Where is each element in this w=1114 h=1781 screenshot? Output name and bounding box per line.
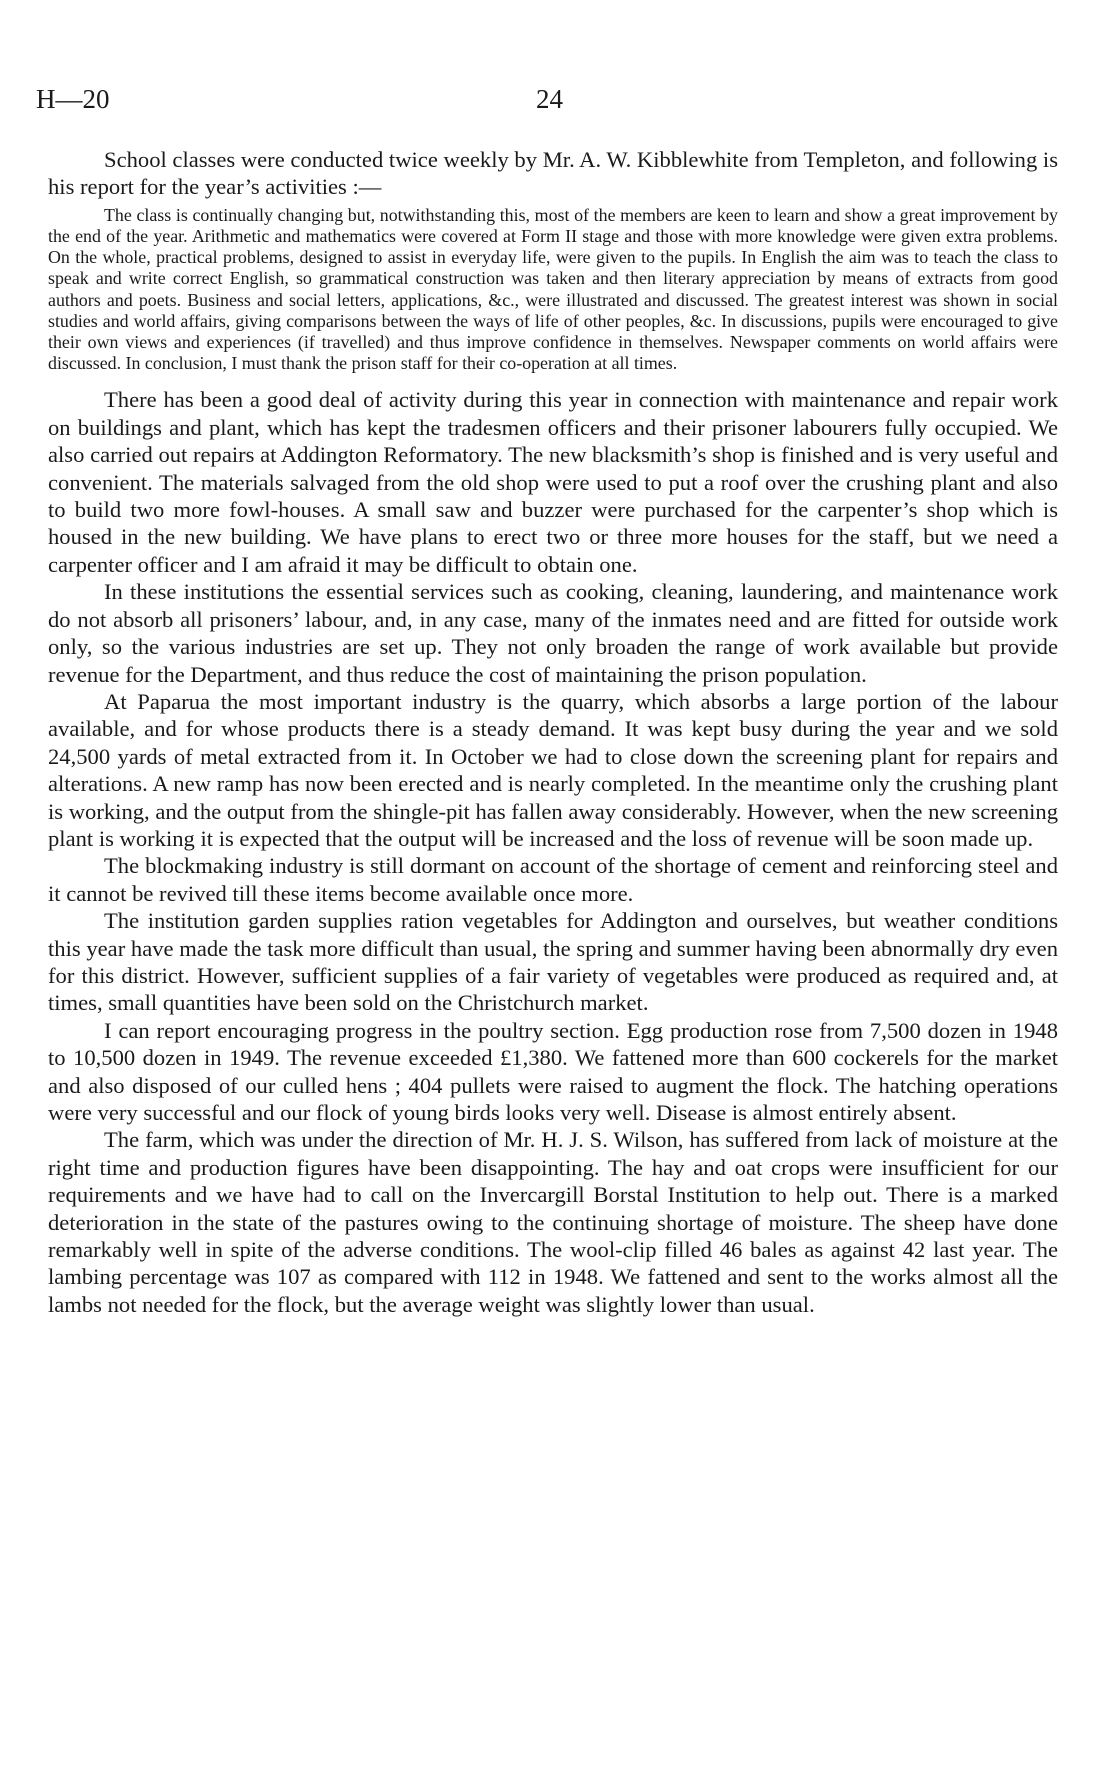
paragraph-blockmaking: The blockmaking industry is still dormant on account of the shortage of cement and reinforcing steel and it cannot be revived till these items become available once more. (48, 853, 1058, 906)
intro-paragraph: School classes were conducted twice weekly by Mr. A. W. Kibblewhite from Templeton, and following is his report for the year’s activities :— (48, 147, 1058, 200)
paragraph-industries: In these institutions the essential services such as cooking, cleaning, laundering, and maintenance work do not absorb all prisoners’ labour, and, in any case, many of the inmates need and are fitted for outside work only, so the various industries are set up. They not only broaden the range of work available but provide revenue for the Department, and thus reduce the cost of maintaining the prison population. (48, 579, 1058, 687)
page-number: 24 (536, 84, 563, 114)
body-text (48, 146, 1058, 1318)
paragraph-farm: The farm, which was under the direction of Mr. H. J. S. Wilson, has suffered from lack of moisture at the right time and production figures have been disappointing. The hay and oat crops were insufficient for our requirements and we have had to call on the Invercargill Borstal Institution to help out. There is a marked deterioration in the state of the pastures owing to the continuing shortage of moisture. The sheep have done remarkably well in spite of the adverse conditions. The wool-clip filled 46 bales as against 42 last year. The lambing percentage was 107 as compared with 112 in 1948. We fattened and sent to the works almost all the lambs not needed for the flock, but the average weight was slightly lower than usual. (48, 1127, 1058, 1317)
paragraph-quarry: At Paparua the most important industry is the quarry, which absorbs a large portion of the labour available, and for whose products there is a steady demand. It was kept busy during the year and we sold 24,500 yards of metal extracted from it. In October we had to close down the screening plant for repairs and alterations. A new ramp has now been erected and is nearly completed. In the meantime only the crushing plant is working, and the output from the shingle-pit has fallen away considerably. However, when the new screening plant is working it is expected that the output will be increased and the loss of revenue will be soon made up. (48, 688, 1058, 851)
report-code: H—20 (36, 84, 110, 114)
paragraph-garden: The institution garden supplies ration vegetables for Addington and ourselves, but weather conditions this year have made the task more difficult than usual, the spring and summer having been abnormally dry even for this district. However, sufficient supplies of a fair variety of vegetables were produced as required and, at times, small quantities have been sold on the Christchurch market. (48, 908, 1058, 1016)
school-report-quote: The class is continually changing but, notwithstanding this, most of the members are keen to learn and show a great improvement by the end of the year. Arithmetic and mathematics were covered at Form II stage and those with more knowledge were given extra problems. On the whole, practical problems, designed to assist in everyday life, were given to the pupils. In English the aim was to teach the class to speak and write correct English, so grammatical construction was taken and then literary appreciation by means of extracts from good authors and poets. Business and social letters, applications, &c., were illustrated and discussed. The greatest interest was shown in social studies and world affairs, giving comparisons between the ways of life of other peoples, &c. In discussions, pupils were encouraged to give their own views and experiences (if travelled) and thus improve confidence in themselves. Newspaper comments on world affairs were discussed. In conclusion, I must thank the prison staff for their co-operation at all times. (48, 204, 1058, 374)
page-header (36, 84, 1036, 118)
paragraph-maintenance: There has been a good deal of activity during this year in connection with maintenance and repair work on buildings and plant, which has kept the tradesmen officers and their prisoner labourers fully occupied. We also carried out repairs at Addington Reformatory. The new blacksmith’s shop is finished and is very useful and convenient. The materials salvaged from the old shop were used to put a roof over the crushing plant and also to build two more fowl-houses. A small saw and buzzer were purchased for the carpenter’s shop which is housed in the new building. We have plans to erect two or three more houses for the staff, but we need a carpenter officer and I am afraid it may be difficult to obtain one. (48, 387, 1058, 577)
paragraph-poultry: I can report encouraging progress in the poultry section. Egg production rose from 7,500 dozen in 1948 to 10,500 dozen in 1949. The revenue exceeded £1,380. We fattened more than 600 cockerels for the market and also disposed of our culled hens ; 404 pullets were raised to augment the flock. The hatching operations were very successful and our flock of young birds looks very well. Disease is almost entirely absent. (48, 1017, 1058, 1125)
